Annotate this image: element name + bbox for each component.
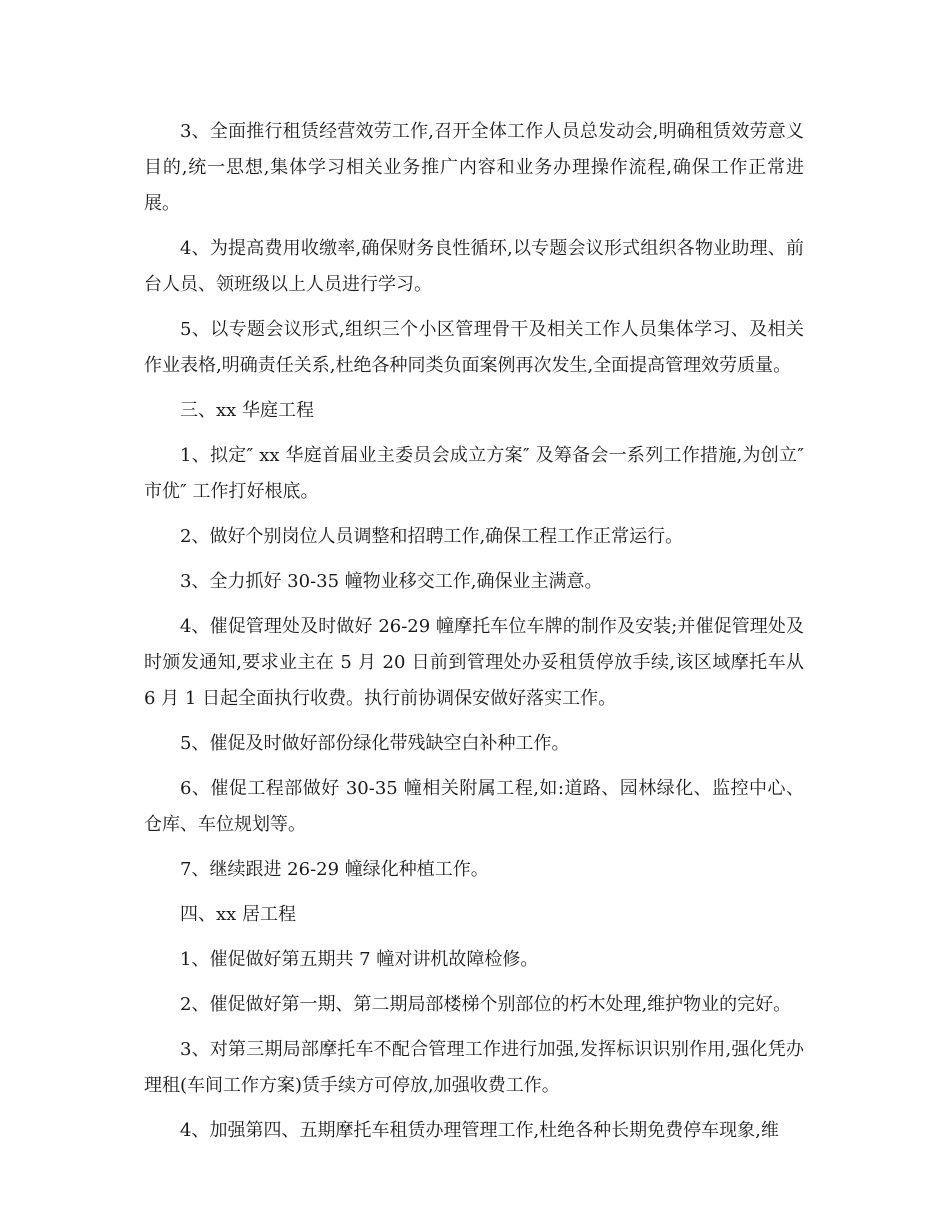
paragraph-greening-followup: 7、继续跟进 26-29 幢绿化种植工作。 xyxy=(180,859,489,880)
paragraph-owners-committee: 1、拟定″ xx 华庭首届业主委员会成立方案″ 及筹备会一系列工作措施,为创立″ 市优″ 工作打好根底。 xyxy=(144,445,810,502)
paragraph-fee-collection: 4、为提高费用收缴率,确保财务良性循环,以专题会议形式组织各物业助理、前台人员、领班级以上人员进行学习。 xyxy=(144,238,804,295)
paragraph-staff-adjustment: 2、做好个别岗位人员调整和招聘工作,确保工程工作正常运行。 xyxy=(180,526,684,547)
paragraph-phase45-motorcycle: 4、加强第四、五期摩托车租赁办理管理工作,杜绝各种长期免费停车现象,维 xyxy=(180,1120,779,1141)
paragraph-stair-wood: 2、催促做好第一期、第二期局部楼梯个别部位的朽木处理,维护物业的完好。 xyxy=(180,994,792,1015)
section-heading-huating: 三、xx 华庭工程 xyxy=(180,400,315,421)
paragraph-phase3-motorcycle: 3、对第三期局部摩托车不配合管理工作进行加强,发挥标识识别作用,强化凭办理租(车间工作方案)赁手续方可停放,加强收费工作。 xyxy=(144,1039,804,1096)
paragraph-lease-service: 3、全面推行租赁经营效劳工作,召开全体工作人员总发动会,明确租赁效劳意义目的,统一思想,集体学习相关业务推广内容和业务办理操作流程,确保工作正常进展。 xyxy=(144,121,804,214)
document-body xyxy=(144,114,810,1158)
paragraph-property-handover: 3、全力抓好 30-35 幢物业移交工作,确保业主满意。 xyxy=(180,571,603,592)
section-heading-ju: 四、xx 居工程 xyxy=(180,904,297,925)
paragraph-intercom-repair: 1、催促做好第五期共 7 幢对讲机故障检修。 xyxy=(180,949,539,970)
paragraph-motorcycle-plates: 4、催促管理处及时做好 26-29 幢摩托车位车牌的制作及安装;并催促管理处及时颁发通知,要求业主在 5 月 20 日前到管理处办妥租赁停放手续,该区域摩托车从 6 月 1 日起全面执行收费。执行前协调保安做好落实工作。 xyxy=(144,616,810,709)
paragraph-greenbelt-replant: 5、催促及时做好部份绿化带残缺空白补种工作。 xyxy=(180,733,570,754)
paragraph-special-meeting: 5、以专题会议形式,组织三个小区管理骨干及相关工作人员集体学习、及相关作业表格,明确责任关系,杜绝各种同类负面案例再次发生,全面提高管理效劳质量。 xyxy=(144,319,804,376)
paragraph-ancillary-works: 6、催促工程部做好 30-35 幢相关附属工程,如:道路、园林绿化、监控中心、仓库、车位规划等。 xyxy=(144,778,804,835)
